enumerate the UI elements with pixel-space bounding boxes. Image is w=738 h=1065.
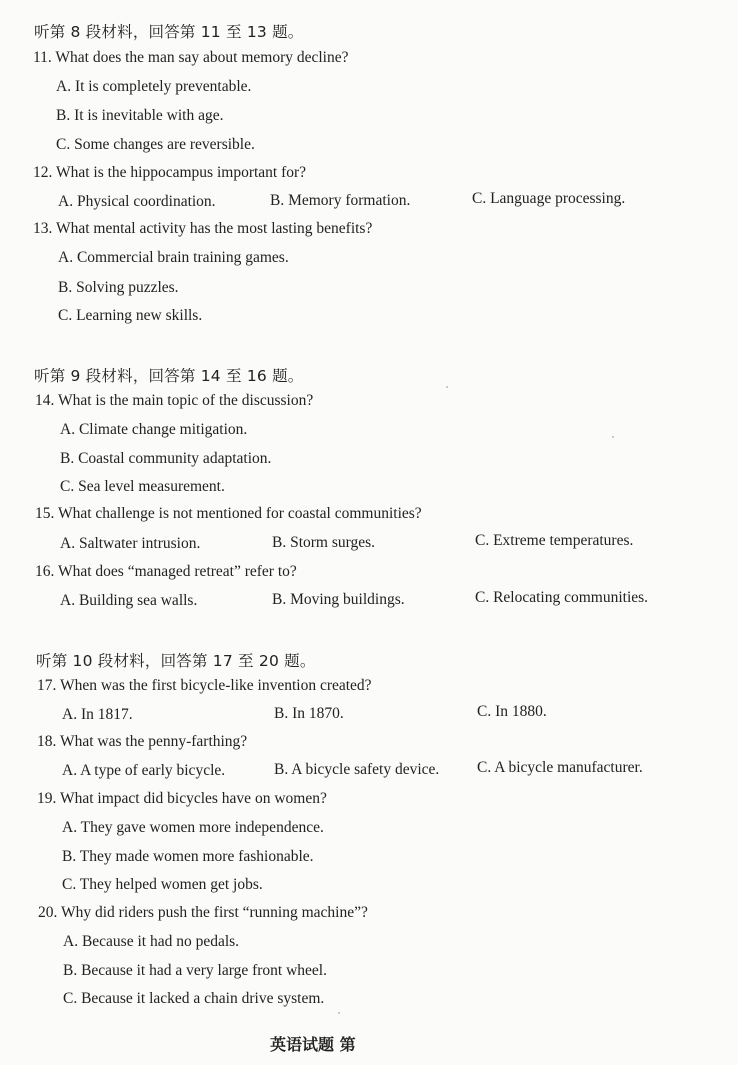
question-16-option-c: C. Relocating communities. bbox=[475, 589, 649, 606]
question-19-option-a: A. They gave women more independence. bbox=[62, 819, 324, 836]
question-11-option-a: A. It is completely preventable. bbox=[56, 78, 252, 95]
question-15-option-c: C. Extreme temperatures. bbox=[475, 532, 634, 549]
question-17: 17. When was the first bicycle-like invention created? bbox=[37, 677, 372, 694]
question-11-option-b: B. It is inevitable with age. bbox=[56, 107, 224, 124]
question-13: 13. What mental activity has the most lasting benefits? bbox=[33, 220, 373, 237]
question-14-option-c: C. Sea level measurement. bbox=[60, 478, 225, 495]
page-footer: 英语试题 第 bbox=[270, 1035, 356, 1054]
question-15: 15. What challenge is not mentioned for coastal communities? bbox=[35, 505, 422, 522]
question-13-option-b: B. Solving puzzles. bbox=[58, 279, 179, 296]
question-20-option-a: A. Because it had no pedals. bbox=[63, 933, 240, 950]
question-13-option-c: C. Learning new skills. bbox=[58, 307, 203, 324]
question-12-option-c: C. Language processing. bbox=[472, 190, 626, 207]
scan-speck bbox=[338, 1012, 340, 1014]
question-19-option-b: B. They made women more fashionable. bbox=[62, 848, 314, 865]
question-11-option-c: C. Some changes are reversible. bbox=[56, 136, 255, 153]
question-20: 20. Why did riders push the first “running machine”? bbox=[38, 904, 368, 921]
question-16-option-b: B. Moving buildings. bbox=[272, 591, 405, 608]
question-12: 12. What is the hippocampus important for? bbox=[33, 164, 307, 181]
question-12-option-b: B. Memory formation. bbox=[270, 192, 411, 209]
section-title-8: 听第 8 段材料，回答第 11 至 13 题。 bbox=[34, 23, 304, 41]
question-20-option-c: C. Because it lacked a chain drive system. bbox=[63, 990, 325, 1007]
question-13-option-a: A. Commercial brain training games. bbox=[58, 249, 289, 266]
question-17-option-a: A. In 1817. bbox=[62, 706, 133, 723]
question-14-option-a: A. Climate change mitigation. bbox=[60, 421, 248, 438]
section-title-10: 听第 10 段材料，回答第 17 至 20 题。 bbox=[36, 652, 316, 670]
question-14-option-b: B. Coastal community adaptation. bbox=[60, 450, 272, 467]
question-17-option-b: B. In 1870. bbox=[274, 705, 344, 722]
question-16-option-a: A. Building sea walls. bbox=[60, 592, 198, 609]
question-16: 16. What does “managed retreat” refer to? bbox=[35, 563, 297, 580]
question-20-option-b: B. Because it had a very large front wheel. bbox=[63, 962, 327, 979]
question-19: 19. What impact did bicycles have on women? bbox=[37, 790, 327, 807]
scan-speck bbox=[446, 386, 448, 388]
question-18-option-b: B. A bicycle safety device. bbox=[274, 761, 440, 778]
question-18-option-c: C. A bicycle manufacturer. bbox=[477, 759, 643, 776]
question-12-option-a: A. Physical coordination. bbox=[58, 193, 216, 210]
question-15-option-a: A. Saltwater intrusion. bbox=[60, 535, 201, 552]
section-title-9: 听第 9 段材料，回答第 14 至 16 题。 bbox=[34, 367, 304, 385]
question-18: 18. What was the penny-farthing? bbox=[37, 733, 248, 750]
question-18-option-a: A. A type of early bicycle. bbox=[62, 762, 226, 779]
question-19-option-c: C. They helped women get jobs. bbox=[62, 876, 263, 893]
question-11: 11. What does the man say about memory decline? bbox=[33, 49, 349, 66]
question-15-option-b: B. Storm surges. bbox=[272, 534, 376, 551]
question-17-option-c: C. In 1880. bbox=[477, 703, 547, 720]
scan-speck bbox=[612, 436, 614, 438]
question-14: 14. What is the main topic of the discussion? bbox=[35, 392, 314, 409]
